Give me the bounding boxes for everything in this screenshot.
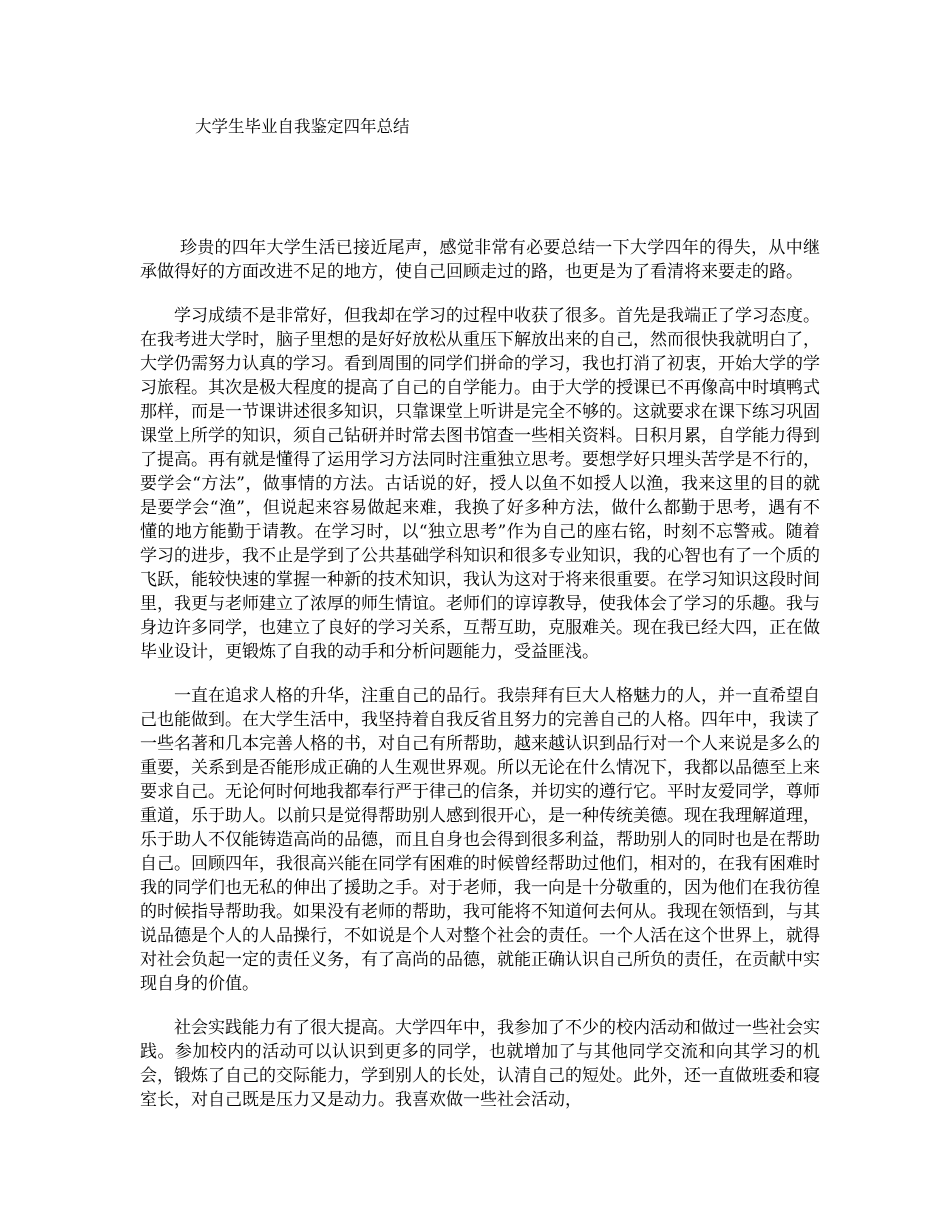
document-body [140, 236, 820, 1132]
paragraph-intro: 珍贵的四年大学生活已接近尾声，感觉非常有必要总结一下大学四年的得失，从中继承做得好的方面改进不足的地方，使自己回顾走过的路，也更是为了看清将来要走的路。 [140, 238, 820, 282]
paragraph-character: 一直在追求人格的升华，注重自己的品行。我崇拜有巨大人格魅力的人，并一直希望自己也能做到。在大学生活中，我坚持着自我反省且努力的完善自己的人格。四年中，我读了一些名著和几本完善人格的书，对自己有所帮助，越来越认识到品行对一个人来说是多么的重要，关系到是否能形成正确的人生观世界观。所以无论在什么情况下，我都以品德至上来要求自己。无论何时何地我都奉行严于律己的信条，并切实的遵行它。平时友爱同学，尊师重道，乐于助人。以前只是觉得帮助别人感到很开心，是一种传统美德。现在我理解道理，乐于助人不仅能铸造高尚的品德，而且自身也会得到很多利益，帮助别人的同时也是在帮助自己。回顾四年，我很高兴能在同学有困难的时候曾经帮助过他们，相对的，在我有困难时我的同学们也无私的伸出了援助之手。对于老师，我一向是十分敬重的，因为他们在我彷徨的时候指导帮助我。如果没有老师的帮助，我可能将不知道何去何从。我现在领悟到，与其说品德是个人的人品操行，不如说是个人对整个社会的责任。一个人活在这个世界上，就得对社会负起一定的责任义务，有了高尚的品德，就能正确认识自己所负的责任，在贡献中实现自身的价值。 [140, 686, 820, 994]
paragraph-study: 学习成绩不是非常好，但我却在学习的过程中收获了很多。首先是我端正了学习态度。在我考进大学时，脑子里想的是好好放松从重压下解放出来的自己，然而很快我就明白了，大学仍需努力认真的学习。看到周围的同学们拼命的学习，我也打消了初衷，开始大学的学习旅程。其次是极大程度的提高了自己的自学能力。由于大学的授课已不再像高中时填鸭式那样，而是一节课讲述很多知识，只靠课堂上听讲是完全不够的。这就要求在课下练习巩固课堂上所学的知识，须自己钻研并时常去图书馆查一些相关资料。日积月累，自学能力得到了提高。再有就是懂得了运用学习方法同时注重独立思考。要想学好只埋头苦学是不行的，要学会“方法”，做事情的方法。古话说的好，授人以鱼不如授人以渔，我来这里的目的就是要学会“渔”，但说起来容易做起来难，我换了好多种方法，做什么都勤于思考，遇有不懂的地方能勤于请教。在学习时，以“独立思考”作为自己的座右铭，时刻不忘警戒。随着学习的进步，我不止是学到了公共基础学科知识和很多专业知识，我的心智也有了一个质的飞跃，能较快速的掌握一种新的技术知识，我认为这对于将来很重要。在学习知识这段时间里，我更与老师建立了浓厚的师生情谊。老师们的谆谆教导，使我体会了学习的乐趣。我与身边许多同学，也建立了良好的学习关系，互帮互助，克服难关。现在我已经大四，正在做毕业设计，更锻炼了自我的动手和分析问题能力，受益匪浅。 [140, 306, 820, 662]
document-title: 大学生毕业自我鉴定四年总结 [195, 117, 410, 136]
paragraph-social-practice: 社会实践能力有了很大提高。大学四年中，我参加了不少的校内活动和做过一些社会实践。参加校内的活动可以认识到更多的同学，也就增加了与其他同学交流和向其学习的机会，锻炼了自己的交际能力，学到别人的长处，认清自己的短处。此外，还一直做班委和寝室长，对自己既是压力又是动力。我喜欢做一些社会活动， [140, 1018, 820, 1110]
